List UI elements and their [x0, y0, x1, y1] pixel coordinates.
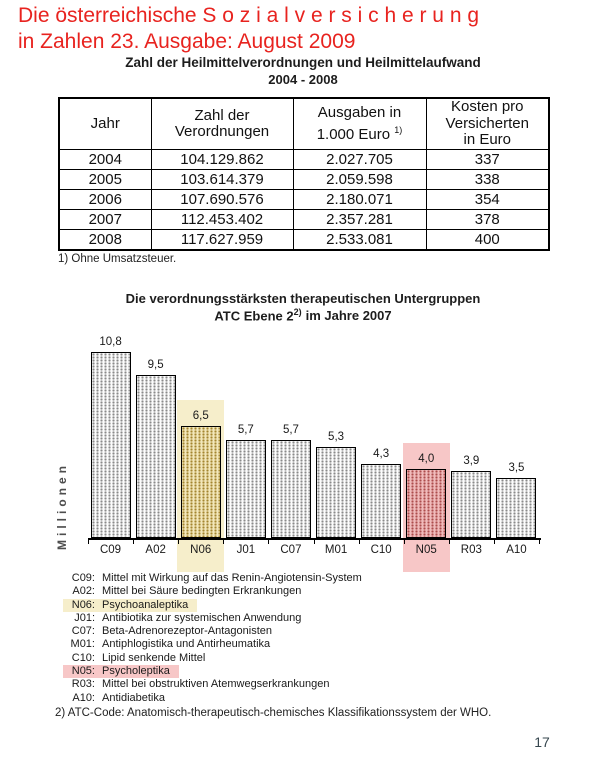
legend-row	[63, 692, 371, 705]
bar-value-label: 3,5	[508, 461, 525, 474]
table-cell: 378	[426, 210, 549, 230]
x-axis-label: C09	[99, 544, 122, 556]
table-cell: 107.690.576	[151, 190, 293, 210]
legend-row	[63, 665, 371, 678]
footnote-1: 1) Ohne Umsatzsteuer.	[58, 253, 177, 265]
table-row	[59, 150, 549, 170]
legend-label: Psycholeptika	[102, 665, 170, 678]
bar-value-label: 5,3	[328, 430, 345, 443]
bar-value-label: 5,7	[282, 423, 299, 436]
bar-c07	[271, 440, 311, 538]
legend-row	[63, 678, 371, 691]
x-axis-label: M01	[324, 544, 348, 556]
bar-n05	[406, 469, 446, 538]
table-cell: 2008	[59, 230, 151, 251]
legend-entry	[63, 638, 279, 651]
table-cell: 103.614.379	[151, 170, 293, 190]
legend-code: C10:	[71, 651, 95, 664]
bar-a02	[136, 375, 176, 538]
bar-value-label: 10,8	[99, 336, 122, 349]
doc-header	[18, 3, 479, 55]
legend-label: Psychoanaleptika	[102, 598, 189, 611]
table-row	[59, 170, 549, 190]
legend-row	[63, 612, 371, 625]
y-axis-label: Millionen	[55, 462, 69, 550]
table-cell: 2.533.081	[293, 230, 426, 251]
table-row	[59, 230, 549, 251]
legend-code: C07:	[71, 625, 95, 638]
legend-label: Mittel bei Säure bedingten Erkrankungen	[102, 585, 302, 598]
legend-entry	[63, 652, 214, 665]
table-header-row	[59, 98, 549, 150]
x-axis-label: A02	[145, 544, 166, 556]
table-cell: 2.059.598	[293, 170, 426, 190]
bar-value-label: 4,0	[418, 453, 435, 466]
table-header	[59, 98, 549, 150]
legend-entry	[63, 585, 310, 598]
legend-row	[63, 585, 371, 598]
legend-code: N05:	[71, 665, 95, 678]
table-title: Zahl der Heilmittelverordnungen und Heilmittelaufwand	[125, 55, 481, 70]
legend-label: Mittel bei obstruktiven Atemwegserkrankungen	[102, 678, 330, 691]
chart-title-line2-rest: im Jahre 2007	[305, 308, 392, 324]
table-cell: 337	[426, 150, 549, 170]
legend-entry	[63, 692, 174, 705]
legend-label: Antidiabetika	[102, 691, 165, 704]
chart-title-line2-text: ATC Ebene 2	[214, 308, 294, 324]
chart-title-line2	[58, 307, 548, 323]
legend-label: Antiphlogistika und Antirheumatika	[102, 638, 271, 651]
table-subtitle: 2004 - 2008	[268, 72, 338, 87]
table-cell: 354	[426, 190, 549, 210]
bar-value-label: 5,7	[237, 423, 254, 436]
legend-label: Beta-Adrenorezeptor-Antagonisten	[102, 625, 272, 638]
table-cell: 2007	[59, 210, 151, 230]
table-cell: 2004	[59, 150, 151, 170]
legend-code: N06:	[71, 598, 95, 611]
header-superscript: 1)	[394, 124, 403, 135]
chart-legend	[63, 572, 371, 705]
axis-tick	[539, 539, 540, 544]
bar-n06	[181, 426, 221, 538]
legend-label: Antibiotika zur systemischen Anwendung	[102, 611, 302, 624]
legend-entry	[63, 665, 179, 678]
bar-value-label: 4,3	[373, 448, 390, 461]
legend-code: J01:	[74, 611, 95, 624]
legend-label: Lipid senkende Mittel	[102, 651, 206, 664]
chart-title-line1: Die verordnungsstärksten therapeutischen Untergruppen	[125, 291, 481, 306]
legend-entry	[63, 612, 310, 625]
bar-chart	[55, 336, 554, 579]
legend-row	[63, 652, 371, 665]
legend-code: A10:	[72, 691, 95, 704]
legend-row	[63, 625, 371, 638]
page-number: 17	[534, 734, 550, 750]
table-row	[59, 190, 549, 210]
x-axis-label: J01	[236, 544, 256, 556]
bar-value-label: 9,5	[147, 358, 164, 371]
column-header: Kosten pro Versicherten in Euro	[426, 98, 549, 150]
chart-title-superscript: 2)	[293, 307, 302, 317]
legend-label: Mittel mit Wirkung auf das Renin-Angiotensin-System	[102, 572, 362, 584]
column-header: Zahl der Verordnungen	[151, 98, 293, 150]
legend-entry	[63, 625, 281, 638]
x-axis-label: N06	[190, 544, 212, 556]
bar-a10	[496, 478, 536, 538]
bar-r03	[451, 471, 491, 538]
table-cell: 2.357.281	[293, 210, 426, 230]
table-row	[59, 210, 549, 230]
legend-row	[63, 572, 371, 585]
x-axis-label: A10	[506, 544, 527, 556]
legend-code: M01:	[70, 638, 95, 651]
x-axis-label: C10	[370, 544, 392, 556]
table-cell: 112.453.402	[151, 210, 293, 230]
legend-row	[63, 638, 371, 651]
legend-code: C09:	[71, 572, 95, 584]
column-header: Jahr	[59, 98, 151, 150]
heilmittel-table	[58, 97, 550, 251]
legend-entry	[63, 572, 371, 585]
footnote-2: 2) ATC-Code: Anatomisch-therapeutisch-chemisches Klassifikationssystem der WHO.	[55, 707, 492, 719]
doc-title-line1: Die österreichische S o z i a l v e r s i c h e r u n g	[18, 4, 480, 27]
legend-row	[63, 599, 371, 612]
legend-entry	[63, 599, 197, 612]
table-cell: 2.180.071	[293, 190, 426, 210]
table-cell: 2.027.705	[293, 150, 426, 170]
legend-entry	[63, 678, 338, 691]
legend-code: R03:	[71, 678, 95, 691]
table-cell: 117.627.959	[151, 230, 293, 251]
bar-value-label: 6,5	[192, 410, 209, 423]
bar-value-label: 3,9	[463, 454, 480, 467]
table-cell: 400	[426, 230, 549, 251]
table-cell: 104.129.862	[151, 150, 293, 170]
table-cell: 2006	[59, 190, 151, 210]
table-body	[59, 150, 549, 251]
bar-j01	[226, 440, 266, 538]
table-cell: 338	[426, 170, 549, 190]
x-axis-label: C07	[280, 544, 302, 556]
legend-code: A02:	[72, 585, 95, 598]
bar-m01	[316, 447, 356, 538]
table-cell: 2005	[59, 170, 151, 190]
column-header: Ausgaben in 1.000 Euro $^{1)}$	[293, 98, 426, 150]
x-axis-label: R03	[460, 544, 482, 556]
bar-c10	[361, 464, 401, 538]
x-axis-label: N05	[415, 544, 437, 556]
bar-c09	[91, 352, 131, 538]
doc-title-line2: in Zahlen 23. Ausgabe: August 2009	[18, 30, 356, 53]
